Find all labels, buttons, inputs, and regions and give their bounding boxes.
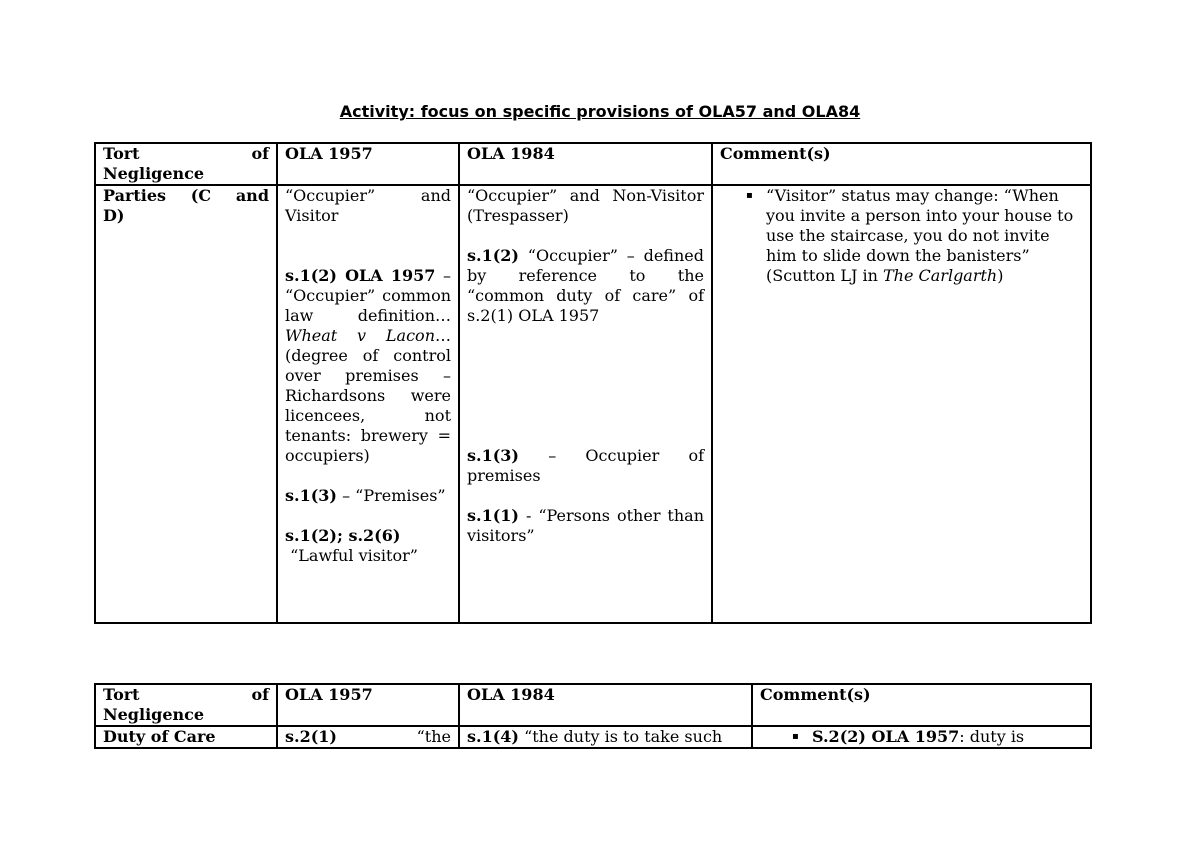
cell-comments-duty: [752, 726, 1091, 748]
list-item: ▪ “Visitor” status may change: “When you invite a person into your house to use the staircase, you do not invite him to slide down the banisters” (Scutton LJ in The Carlgarth): [746, 186, 1074, 285]
header-comments: Comment(s): [712, 143, 1091, 185]
bullet-icon: ▪: [746, 190, 753, 201]
table-header-row: [95, 143, 1091, 185]
page-title: Activity: focus on specific provisions of OLA57 and OLA84: [339, 102, 861, 121]
list-item: ▪ S.2(2) OLA 1957: duty is: [792, 727, 1025, 746]
table-header-row: [95, 684, 1091, 726]
header-tort-of-negligence: Tort of Negligence: [95, 684, 277, 726]
header-comments: Comment(s): [752, 684, 1091, 726]
cell-comments-parties: [712, 185, 1091, 623]
cell-ola1957-duty: s.2(1) “the: [277, 726, 459, 748]
row-label-duty-of-care: Duty of Care: [95, 726, 277, 748]
table-row: [95, 726, 1091, 748]
bullet-icon: ▪: [792, 731, 799, 742]
provisions-table-parties: [94, 142, 1092, 624]
provisions-table-duty-of-care: [94, 683, 1092, 749]
header-ola-1984: OLA 1984: [459, 684, 752, 726]
header-ola-1957: OLA 1957: [277, 684, 459, 726]
cell-ola1984-parties: “Occupier” and Non-Visitor (Trespasser) s.1(2) “Occupier” – defined by reference to the “common duty of care” of s.2(1) OLA 1957 s.1(3) – Occupier of premises s.1(1) - “Persons other than visitors”: [459, 185, 712, 623]
row-label-parties: Parties (C and D): [95, 185, 277, 623]
table-row: [95, 185, 1091, 623]
cell-ola1957-parties: “Occupier” and Visitor s.1(2) OLA 1957 – “Occupier” common law definition…Wheat v Lacon…(degree of control over premises – Richardsons were licencees, not tenants: brewery = occupiers) s.1(3) – “Premises” s.1(2); s.2(6) “Lawful visitor”: [277, 185, 459, 623]
header-ola-1984: OLA 1984: [459, 143, 712, 185]
header-tort-of-negligence: Tort of Negligence: [95, 143, 277, 185]
header-ola-1957: OLA 1957: [277, 143, 459, 185]
cell-ola1984-duty: s.1(4) “the duty is to take such: [459, 726, 752, 748]
